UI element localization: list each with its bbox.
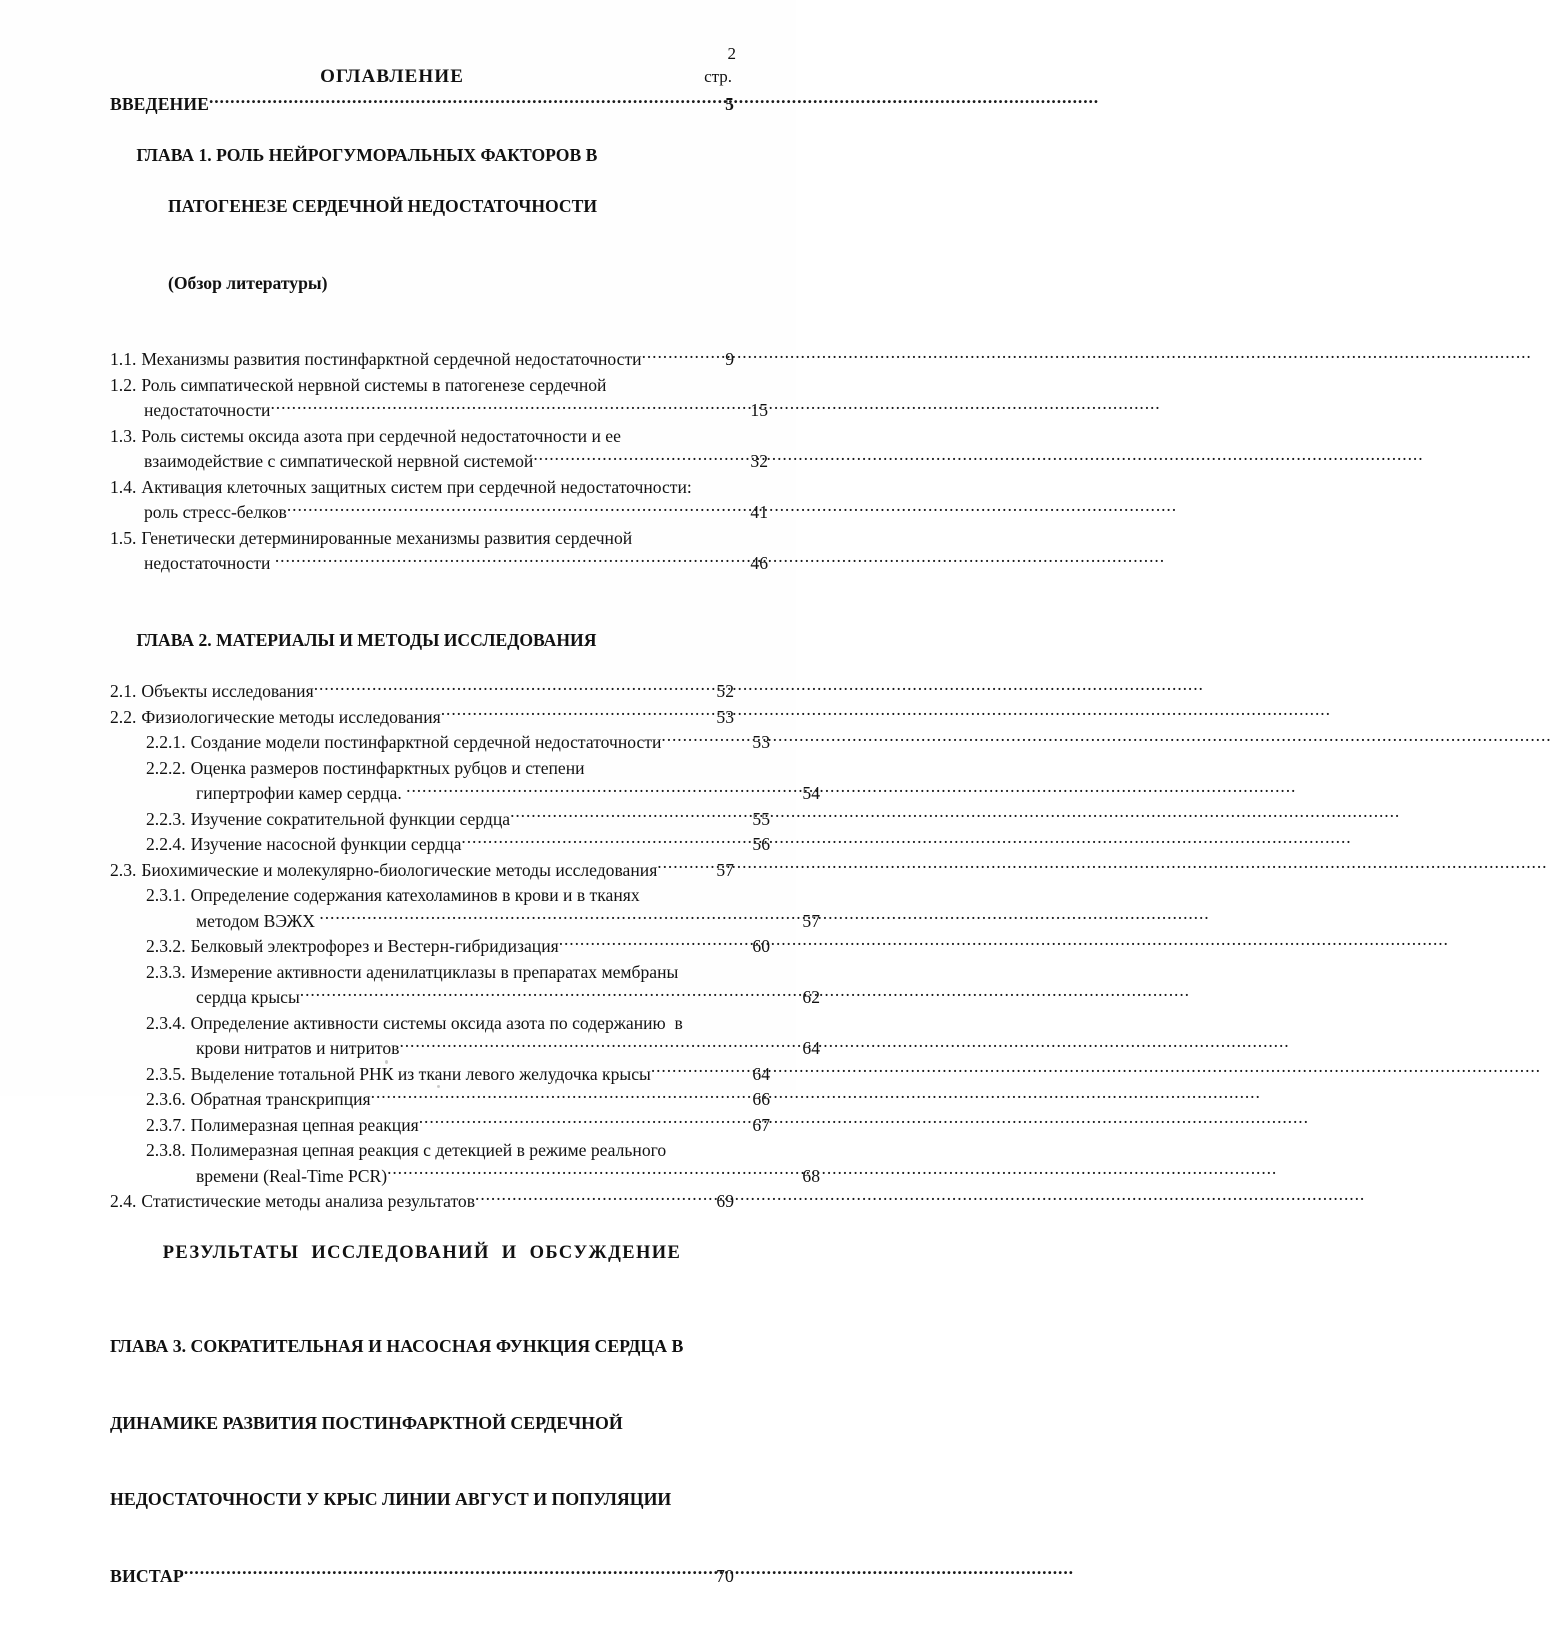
toc-entry-label-continued: взаимодействие с симпатической нервной системой (144, 451, 534, 471)
chapter-1-line-1: ГЛАВА 1. РОЛЬ НЕЙРОГУМОРАЛЬНЫХ ФАКТОРОВ В (136, 145, 598, 165)
toc-entry-page: 62 (802, 987, 820, 1007)
toc-entry-2-2[interactable] (110, 705, 734, 731)
dot-leader (287, 500, 751, 518)
dot-leader (606, 373, 734, 391)
toc-entry-label: Выделение тотальной РНК из ткани левого желудочка крысы (190, 1063, 651, 1084)
toc-entry-label: Роль системы оксида азота при сердечной недостаточности и ее (141, 425, 621, 446)
toc-entry-number: 2.3.7. (146, 1114, 186, 1135)
scan-speck (385, 1060, 388, 1064)
toc-entry-number: 1.1. (110, 349, 137, 369)
dot-leader (666, 1138, 770, 1156)
toc-entry-page: 57 (802, 910, 820, 931)
toc-entry-1-4-continuation[interactable] (144, 500, 768, 526)
dot-leader (406, 781, 802, 799)
toc-entry-label: Белковый электрофорез и Вестерн-гибридизация (190, 936, 559, 956)
toc-content (110, 66, 820, 1640)
dot-leader (441, 705, 717, 723)
toc-entry-label: Создание модели постинфарктной сердечной недостаточности (190, 732, 662, 752)
dot-leader (461, 832, 752, 850)
toc-entry-label: Генетически детерминированные механизмы развития сердечной (141, 527, 633, 548)
toc-entry-number: 2.2.4. (146, 834, 186, 854)
toc-entry-2-3-2[interactable] (146, 934, 770, 960)
toc-entry-label: Физиологические методы исследования (141, 706, 441, 727)
toc-entry-2-3[interactable] (110, 858, 734, 884)
scan-speck (437, 1085, 440, 1088)
toc-entry-introduction[interactable] (110, 92, 734, 118)
toc-entry-page: 56 (752, 834, 770, 854)
toc-entry-page: 55 (752, 808, 770, 829)
dot-leader (314, 679, 717, 697)
toc-entry-page: 52 (716, 681, 734, 701)
toc-entry-label-continued: крови нитратов и нитритов (196, 1038, 400, 1058)
dot-leader (399, 1036, 802, 1054)
dot-leader (642, 347, 726, 365)
toc-entry-page: 41 (750, 502, 768, 522)
toc-entry-label-continued: сердца крысы (196, 987, 300, 1007)
dot-leader (692, 475, 734, 493)
toc-entry-page: 5 (725, 94, 734, 114)
toc-entry-page: 60 (752, 936, 770, 956)
toc-entry-number: 2.3. (110, 859, 137, 880)
dot-leader (209, 92, 725, 110)
toc-entry-label: Статистические методы анализа результатов (141, 1191, 476, 1211)
toc-entry-label: Полимеразная цепная реакция с детекцией в режиме реального (190, 1140, 667, 1160)
toc-entry-page: 9 (725, 349, 734, 369)
toc-entry-1-3-continuation[interactable] (144, 449, 768, 475)
toc-entry-page: 15 (750, 400, 768, 420)
toc-entry-page: 69 (716, 1191, 734, 1211)
toc-entry-number: 1.4. (110, 476, 137, 497)
spacer (110, 1266, 734, 1283)
spacer (110, 1215, 734, 1241)
toc-entry-label: Определение содержания катехоламинов в крови и в тканях (190, 885, 640, 905)
toc-entry-label: Оценка размеров постинфарктных рубцов и степени (190, 757, 585, 778)
toc-entry-page: 67 (752, 1114, 770, 1135)
dot-leader (683, 1011, 770, 1029)
chapter-3-line-4: ВИСТАР (110, 1565, 184, 1586)
toc-entry-1-2-continuation[interactable] (144, 398, 768, 424)
toc-entry-label-continued: времени (Real-Time PCR) (196, 1165, 388, 1186)
toc-chapter-3-heading[interactable] (110, 1283, 734, 1640)
dot-leader (632, 526, 734, 544)
toc-entry-1-5-continuation[interactable] (144, 551, 768, 577)
toc-entry-label: Измерение активности аденилатциклазы в препаратах мембраны (190, 961, 679, 982)
dot-leader (270, 398, 750, 416)
toc-chapter-1-heading[interactable] (110, 118, 734, 348)
chapter-3-line-2: ДИНАМИКЕ РАЗВИТИЯ ПОСТИНФАРКТНОЙ СЕРДЕЧНОЙ (110, 1412, 623, 1433)
toc-entry-number: 2.2.3. (146, 808, 186, 829)
toc-entry-page: 70 (716, 1565, 734, 1586)
dot-leader (319, 909, 802, 927)
toc-entry-label-continued: роль стресс-белков (144, 502, 287, 522)
page-title: ОГЛАВЛЕНИЕ (320, 66, 464, 87)
toc-entry-page: 53 (716, 706, 734, 727)
dot-leader (585, 756, 770, 774)
toc-entry-number: 2.2.2. (146, 757, 186, 778)
toc-entry-number: 1.5. (110, 527, 137, 548)
dot-leader (678, 960, 770, 978)
chapter-2-line-1: ГЛАВА 2. МАТЕРИАЛЫ И МЕТОДЫ ИССЛЕДОВАНИЯ (136, 630, 597, 650)
toc-entry-number: 2.3.3. (146, 961, 186, 982)
toc-entry-label: Определение активности системы оксида азота по содержанию в (190, 1012, 683, 1033)
toc-entry-page: 53 (752, 732, 770, 752)
toc-entry-number: 1.2. (110, 374, 137, 395)
toc-entry-label: Полимеразная цепная реакция (190, 1114, 419, 1135)
toc-entry-page: 46 (750, 553, 768, 573)
toc-entry-page: 68 (802, 1165, 820, 1186)
page-column-header: стр. (704, 67, 732, 86)
toc-entry-number: 2.2. (110, 706, 137, 727)
toc-entry-page: 64 (752, 1063, 770, 1084)
toc-entry-label: ВВЕДЕНИЕ (110, 94, 209, 114)
chapter-1-line-3: (Обзор литературы) (168, 272, 328, 293)
toc-entry-label: Объекты исследования (141, 681, 314, 701)
toc-entry-number: 2.4. (110, 1191, 137, 1211)
dot-leader (371, 1087, 753, 1105)
toc-entry-number: 2.3.1. (146, 885, 186, 905)
dot-leader (387, 1164, 802, 1182)
toc-entry-number: 2.2.1. (146, 732, 186, 752)
dot-leader (275, 551, 751, 569)
toc-entry-2-2-1[interactable] (146, 730, 770, 756)
toc-entry-label: Биохимические и молекулярно-биологические методы исследования (141, 859, 658, 880)
dot-leader (475, 1189, 716, 1207)
dot-leader (510, 807, 752, 825)
toc-entry-label: Обратная транскрипция (190, 1089, 371, 1109)
toc-entry-page: 64 (802, 1038, 820, 1058)
dot-leader (300, 985, 803, 1003)
toc-entry-2-3-7[interactable] (146, 1113, 770, 1139)
toc-entry-2-3-3-continuation[interactable] (196, 985, 820, 1011)
toc-entry-label: Активация клеточных защитных систем при сердечной недостаточности: (141, 476, 692, 497)
toc-entry-number: 2.3.8. (146, 1140, 186, 1160)
toc-entry-label-continued: гипертрофии камер сердца. (196, 783, 407, 803)
dot-leader (533, 449, 750, 467)
toc-entry-page: 66 (752, 1089, 770, 1109)
dot-leader (651, 1062, 753, 1080)
toc-entry-number: 2.3.5. (146, 1063, 186, 1084)
dot-leader (184, 1564, 716, 1582)
toc-entry-number: 2.3.6. (146, 1089, 186, 1109)
dot-leader (621, 424, 734, 442)
dot-leader (657, 858, 716, 876)
dot-leader (640, 883, 770, 901)
toc-entry-label-continued: недостаточности (144, 553, 275, 573)
toc-entry-number: 2.3.2. (146, 936, 186, 956)
toc-entry-2-4[interactable] (110, 1189, 734, 1215)
toc-entry-label: Изучение сократительной функции сердца (190, 808, 511, 829)
toc-entry-label: Роль симпатической нервной системы в патогенезе сердечной (141, 374, 607, 395)
chapter-3-line-4-row (110, 1564, 734, 1590)
toc-entry-label-continued: методом ВЭЖХ (196, 910, 320, 931)
chapter-1-line-2: ПАТОГЕНЕЗЕ СЕРДЕЧНОЙ НЕДОСТАТОЧНОСТИ (168, 196, 598, 216)
folio-page-number: 2 (727, 44, 736, 63)
toc-entry-number: 1.3. (110, 425, 137, 446)
toc-entry-1-1[interactable] (110, 347, 734, 373)
dot-leader (419, 1113, 753, 1131)
spacer (110, 577, 734, 603)
toc-chapter-2-heading[interactable] (110, 603, 734, 680)
toc-entry-page: 54 (802, 783, 820, 803)
toc-entry-number: 2.3.4. (146, 1012, 186, 1033)
toc-entry-page: 57 (716, 859, 734, 880)
results-section-heading: РЕЗУЛЬТАТЫ ИССЛЕДОВАНИЙ И ОБСУЖДЕНИЕ (162, 1242, 682, 1263)
toc-entry-number: 2.1. (110, 681, 137, 701)
dot-leader (559, 934, 753, 952)
chapter-3-line-1: ГЛАВА 3. СОКРАТИТЕЛЬНАЯ И НАСОСНАЯ ФУНКЦИЯ СЕРДЦА В (110, 1336, 684, 1356)
toc-entry-page: 32 (750, 451, 768, 471)
toc-entry-label-continued: недостаточности (144, 400, 271, 420)
toc-entry-label: Механизмы развития постинфарктной сердечной недостаточности (141, 349, 642, 369)
chapter-3-line-3: НЕДОСТАТОЧНОСТИ У КРЫС ЛИНИИ АВГУСТ И ПОПУЛЯЦИИ (110, 1489, 672, 1509)
dot-leader (661, 730, 752, 748)
toc-entry-label: Изучение насосной функции сердца (190, 834, 462, 854)
